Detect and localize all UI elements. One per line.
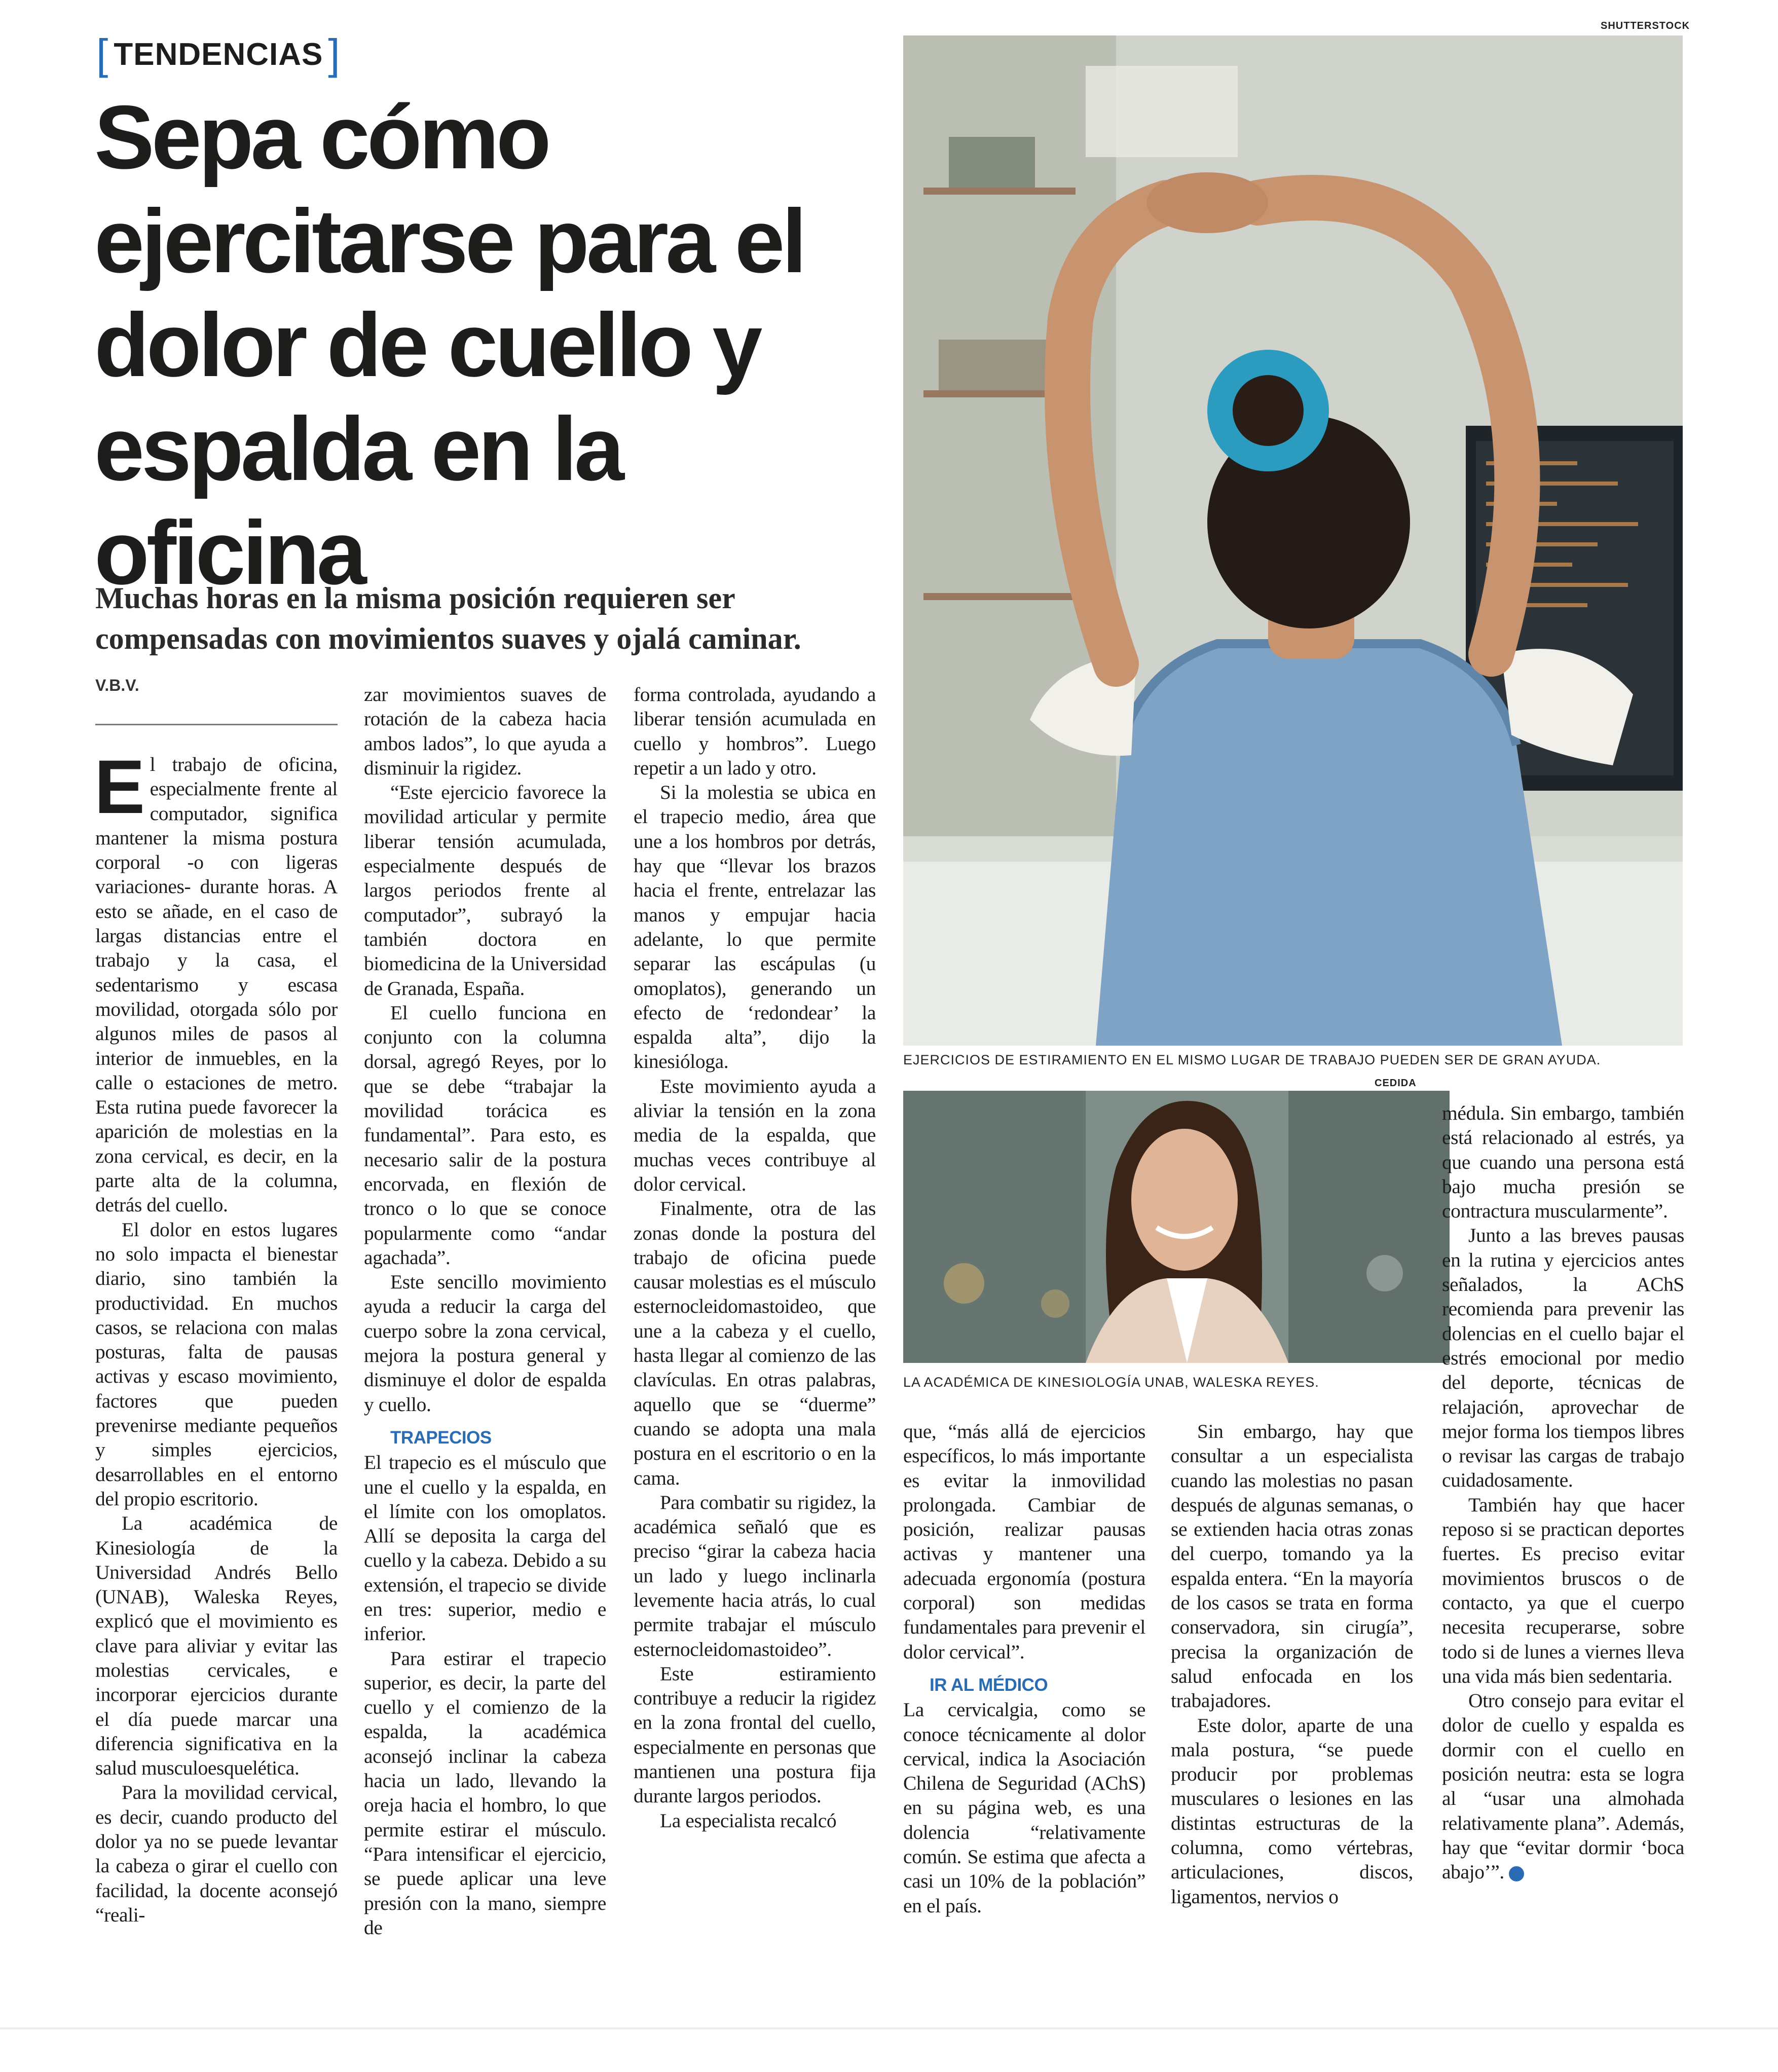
paragraph: Sin embargo, hay que consultar a un especialista cuando las molestias no pasan después de algunas semanas, o se extienden hacia otras zonas del cuerpo, tomando ya la espalda entera. “En la mayoría de los casos se trata en forma conservadora, sin cirugía”, precisa la organización de salud enfocada en los trabajadores. xyxy=(1171,1420,1413,1712)
page-bottom-rule xyxy=(0,2027,1778,2029)
photo-main-caption: EJERCICIOS DE ESTIRAMIENTO EN EL MISMO LUGAR DE TRABAJO PUEDEN SER DE GRAN AYUDA. xyxy=(903,1052,1601,1067)
paragraph: La cervicalgia, como se conoce técnicamente al dolor cervical, indica la Asociación Chilena de Seguridad (AChS) en su página web, es una dolencia “relativamente común. Se estima que afecta a casi un 10% de la población” en el país. xyxy=(903,1698,1145,1917)
paragraph: Este movimiento ayuda a aliviar la tensión en la zona media de la espalda, que muchas veces contribuye al dolor cervical. xyxy=(634,1075,876,1195)
end-of-article-icon: ✪ xyxy=(1509,1866,1524,1881)
paragraph: Otro consejo para evitar el dolor de cuello y espalda es dormir con el cuello en posición neutra: esta se logra al “usar una almohada relativamente plana”. Además, hay que “evitar dormir ‘boca abajo’”. ✪ xyxy=(1442,1689,1684,1883)
photo-reyes-caption: LA ACADÉMICA DE KINESIOLOGÍA UNAB, WALESKA REYES. xyxy=(903,1375,1319,1390)
paragraph: Si la molestia se ubica en el trapecio medio, área que une a los hombros por detrás, hay que “llevar los brazos hacia el frente, entrelazar las manos y empujar hacia adelante, lo que permite separar las escápulas (u omoplatos), generando un efecto de ‘redondear’ la espalda alta”, dijo la kinesióloga. xyxy=(634,781,876,1073)
paragraph: Finalmente, otra de las zonas donde la postura del trabajo de oficina puede causar molestias es el músculo esternocleidomastoideo, que une a la cabeza y el cuello, hasta llegar al comienzo de las clavículas. En otras palabras, aquello que se “duerme” cuando se adopta una mala postura en el escritorio o en la cama. xyxy=(634,1197,876,1489)
paragraph: Junto a las breves pausas en la rutina y ejercicios antes señalados, la AChS recomienda para prevenir las dolencias en el cuello bajar el estrés emocional por medio del deporte, técnicas de relajación, aprovechar de mejor forma los tiempos libres o revisar las cargas de trabajo cuidadosamente. xyxy=(1442,1224,1684,1492)
paragraph: Este sencillo movimiento ayuda a reducir la carga del cuerpo sobre la zona cervical, mejora la postura general y disminuye el dolor de espalda y cuello. xyxy=(364,1271,606,1416)
bracket-right: ] xyxy=(328,30,341,78)
photo-reyes xyxy=(903,1091,1450,1363)
paragraph: “Este ejercicio favorece la movilidad articular y permite liberar tensión acumulada, especialmente después de largos periodos frente al computador”, subrayó la también doctora en biomedicina de la Universidad de Granada, España. xyxy=(364,781,606,1000)
photo-reyes-credit: CEDIDA xyxy=(1375,1078,1417,1089)
photo-main-illustration xyxy=(903,35,1683,1046)
paragraph: zar movimientos suaves de rotación de la cabeza hacia ambos lados”, lo que ayuda a disminuir la rigidez. xyxy=(364,683,606,779)
paragraph: Este estiramiento contribuye a reducir la rigidez en la zona frontal del cuello, especialmente en personas que mantienen una postura fija durante largos periodos. xyxy=(634,1662,876,1807)
paragraph: Este dolor, aparte de una mala postura, “se puede producir por problemas musculares o lesiones en las distintas estructuras de la columna, como vértebras, articulaciones, discos, ligamentos, nervios o xyxy=(1171,1714,1413,1908)
photo-main-credit: SHUTTERSTOCK xyxy=(1601,20,1690,31)
column-5 xyxy=(1171,1419,1413,1909)
subhead-trapecios: TRAPECIOS xyxy=(390,1427,492,1448)
column-4 xyxy=(903,1419,1145,1918)
paragraph: El cuello funciona en conjunto con la columna dorsal, agregó Reyes, por lo que se debe “trabajar la movilidad torácica es fundamental”. Para esto, es necesario salir de la postura encorvada, en flexión de tronco o lo que se conoce popularmente como “andar agachada”. xyxy=(364,1001,606,1269)
paragraph: Para combatir su rigidez, la académica señaló que es preciso “girar la cabeza hacia un lado y luego inclinarla levemente hacia atrás, lo cual permite trabajar el músculo esternocleidomastoideo”. xyxy=(634,1491,876,1660)
paragraph: Para estirar el trapecio superior, es decir, la parte del cuello y el comienzo de la espalda, la académica aconsejó inclinar la cabeza hacia un lado, llevando la oreja hacia el hombro, lo que permite estirar el músculo. “Para intensificar el ejercicio, se puede aplicar una leve presión con la mano, siempre de xyxy=(364,1647,606,1939)
paragraph: También hay que hacer reposo si se practican deportes fuertes. Es preciso evitar movimientos bruscos o de contacto, ya que el cuerpo necesita recuperarse, sobre todo si de lunes a viernes lleva una vida más bien sedentaria. xyxy=(1442,1493,1684,1687)
column-2 xyxy=(364,682,606,1940)
column-1 xyxy=(94,744,338,1927)
section-tag xyxy=(96,31,341,77)
subhead-ir-al-medico: IR AL MÉDICO xyxy=(930,1675,1048,1695)
paragraph: La especialista recalcó xyxy=(660,1809,837,1832)
dek: Muchas horas en la misma posición requieren ser compensadas con movimientos suaves y ojalá caminar. xyxy=(95,581,801,655)
headline: Sepa cómo ejercitarse para el dolor de cuello y espalda en la oficina xyxy=(94,87,804,603)
drop-cap: E xyxy=(94,744,145,829)
bracket-left: [ xyxy=(96,30,109,78)
paragraph: El trapecio es el músculo que une el cuello y la espalda, en el límite con los omoplatos. Allí se deposita la carga del cuello y la cabeza. Debido a su extensión, el trapecio se divide en tres: superior, medio e inferior. xyxy=(364,1451,606,1645)
paragraph: El trabajo de oficina, especialmente frente al computador, significa mantener la misma postura corporal -o con ligeras variaciones- durante horas. A esto se añade, en el caso de largas distancias entre el trabajo y la casa, el sedentarismo y escasa movilidad, otorgada sólo por algunos miles de pasos al interior de inmuebles, en la calle o estaciones de metro. Esta rutina puede favorecer la aparición de molestias en la zona cervical, es decir, en la parte alta de la columna, detrás del cuello. xyxy=(94,744,338,1216)
paragraph: El dolor en estos lugares no solo impacta el bienestar diario, sino también la productividad. En muchos casos, se relaciona con malas posturas, falta de pausas activas y escaso movimiento, factores que pueden prevenirse mediante pequeños y simples ejercicios, desarrollables en el entorno del propio escritorio. xyxy=(95,1218,338,1510)
section-tag-label: TENDENCIAS xyxy=(114,36,323,72)
paragraph: médula. Sin embargo, también está relacionado al estrés, ya que cuando una persona está bajo mucha presión se contractura muscularmente”. xyxy=(1442,1102,1684,1223)
byline-rule xyxy=(95,724,338,725)
paragraph: Para la movilidad cervical, es decir, cuando producto del dolor ya no se puede levantar la cabeza o girar el cuello con facilidad, la docente aconsejó “reali- xyxy=(95,1781,338,1926)
photo-main xyxy=(903,35,1683,1046)
paragraph: que, “más allá de ejercicios específicos, lo más importante es evitar la inmovilidad prolongada. Cambiar de posición, realizar pausas activas y mantener una adecuada ergonomía (postura corporal) son medidas fundamentales para prevenir el dolor cervical”. xyxy=(903,1420,1145,1663)
paragraph: La académica de Kinesiología de la Universidad Andrés Bello (UNAB), Waleska Reyes, explicó que el movimiento es clave para aliviar y evitar las molestias cervicales, e incorporar ejercicios durante el día puede marcar una diferencia significativa en la salud musculoesquelética. xyxy=(95,1512,338,1780)
photo-reyes-illustration xyxy=(903,1091,1450,1363)
column-3 xyxy=(634,682,876,1833)
paragraph: forma controlada, ayudando a liberar tensión acumulada en cuello y hombros”. Luego repetir a un lado y otro. xyxy=(634,683,876,779)
byline: V.B.V. xyxy=(95,676,139,694)
column-6 xyxy=(1442,1101,1684,1884)
